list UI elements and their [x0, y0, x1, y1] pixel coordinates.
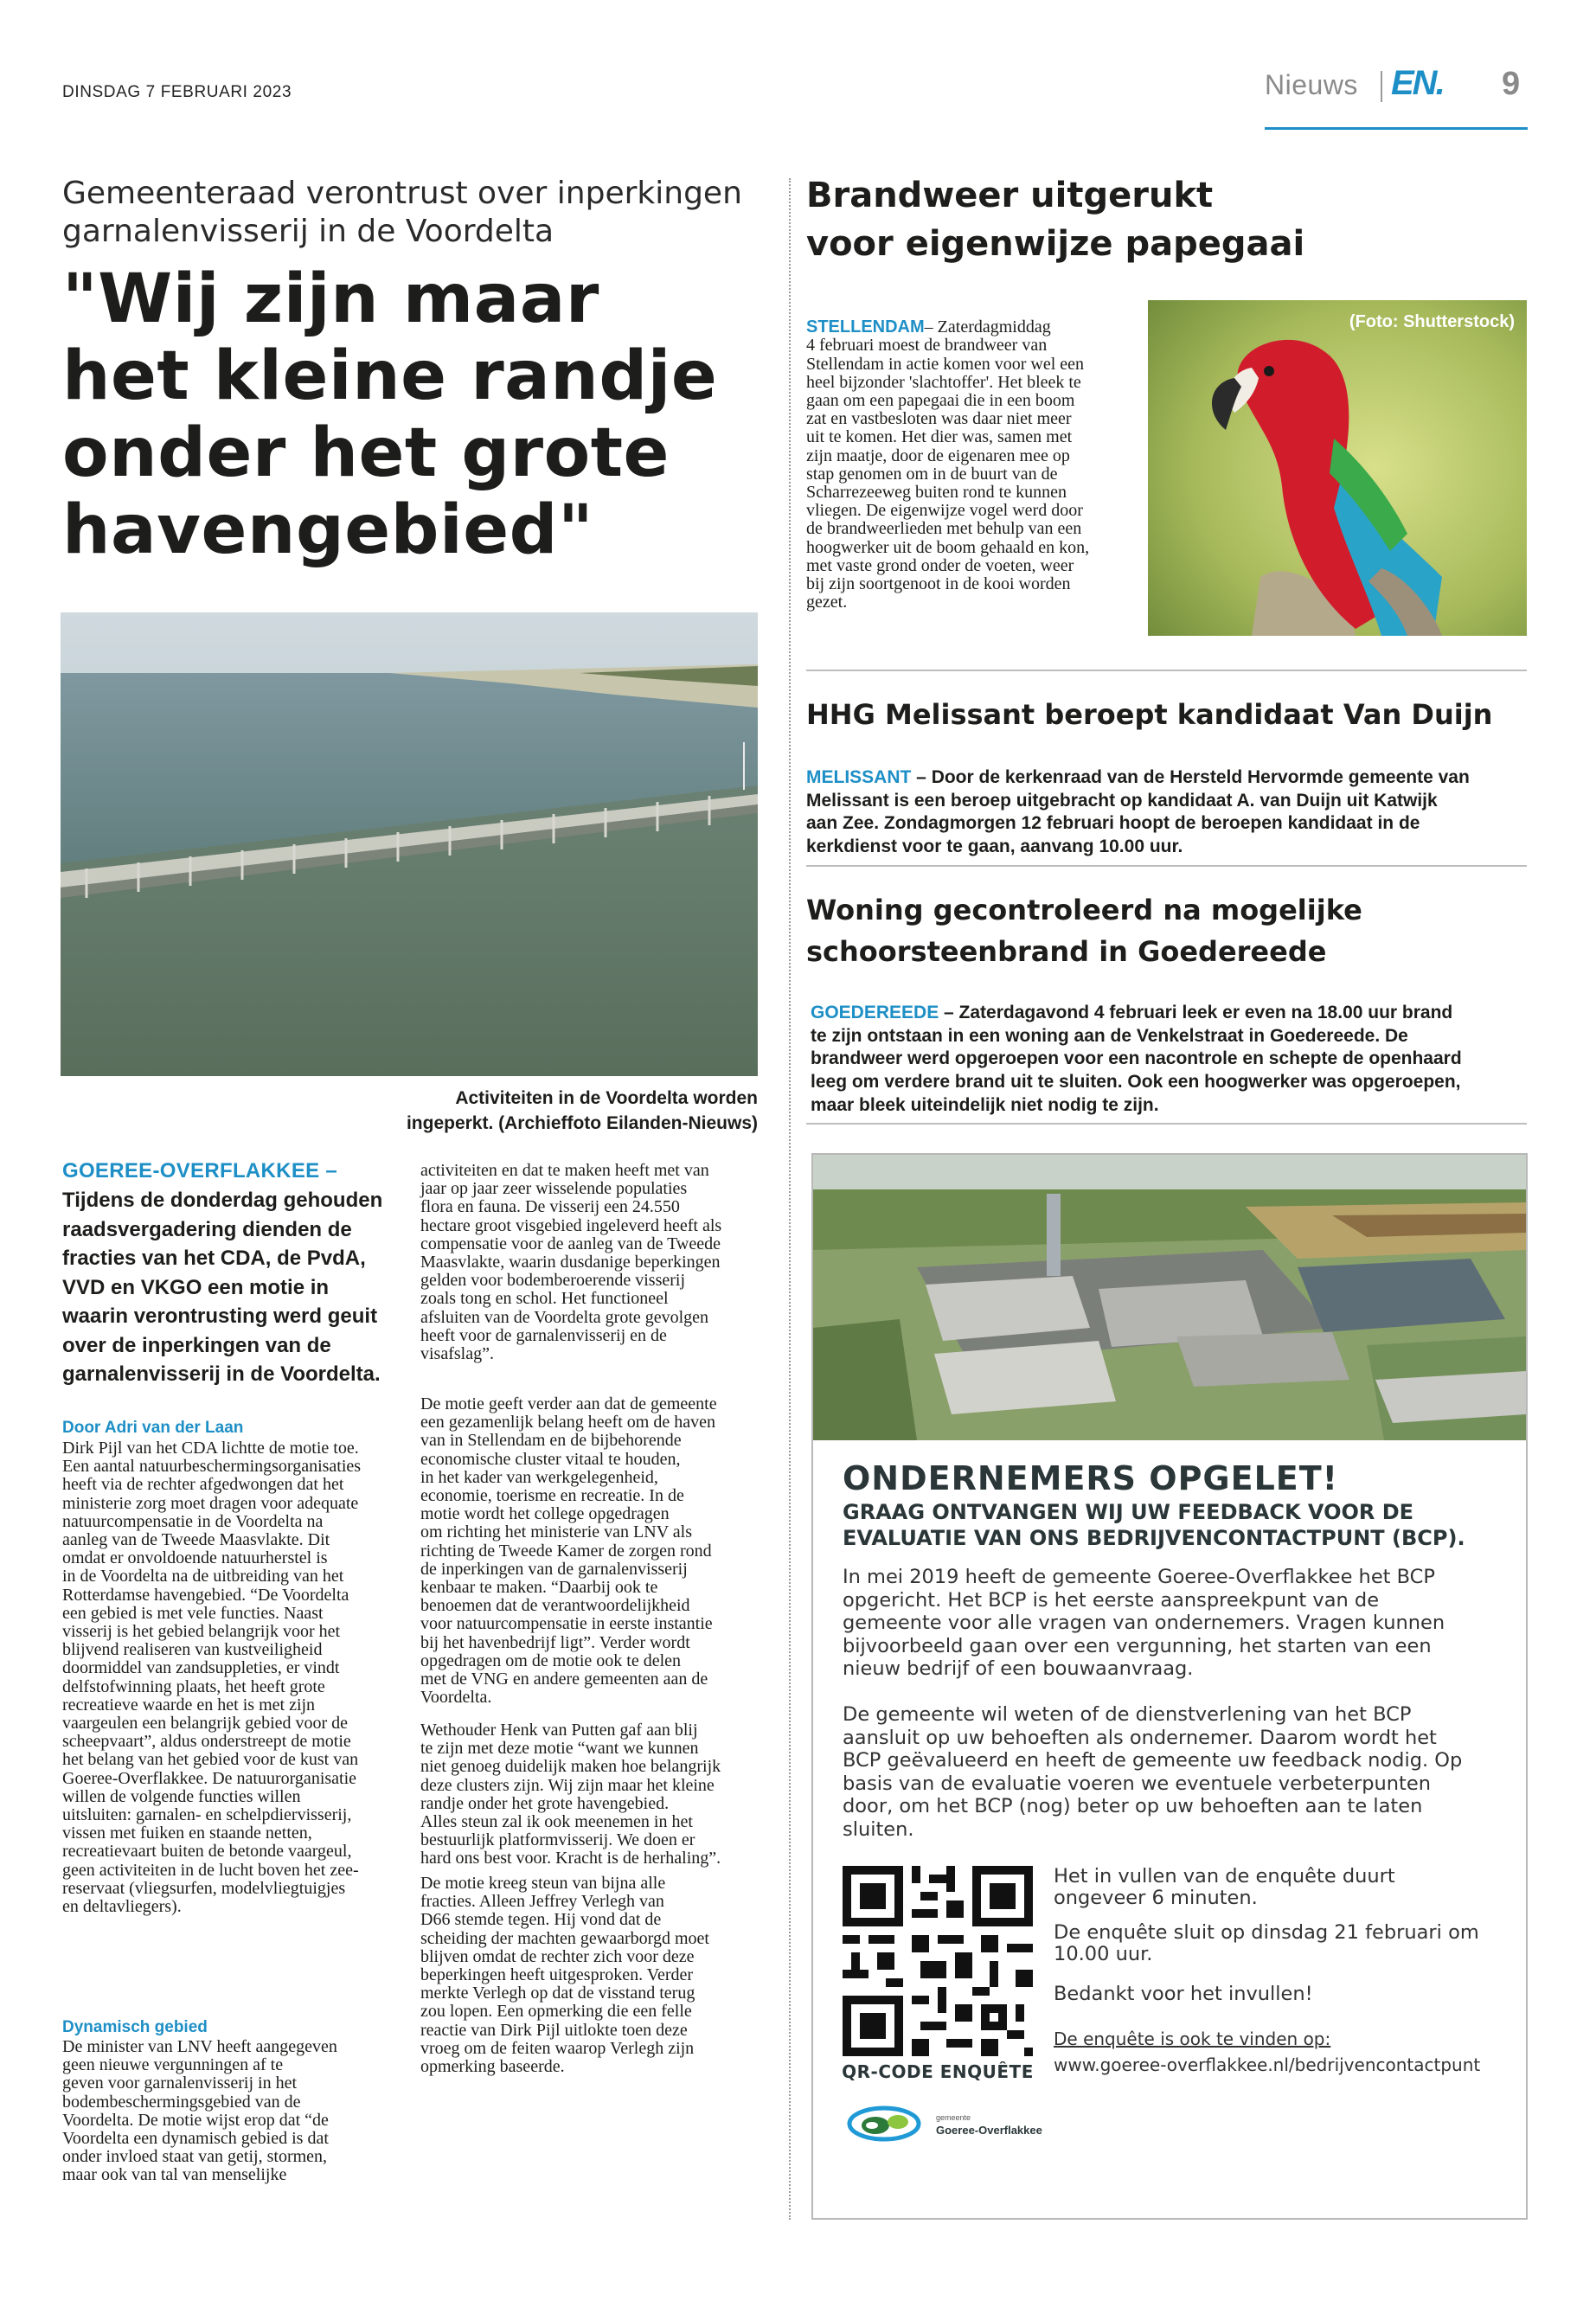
section-rule [806, 1123, 1527, 1125]
parrot-dateline: STELLENDAM [806, 317, 925, 337]
article-headline: "Wij zijn maar het kleine randje onder het grote havengebied" [62, 260, 718, 569]
advert-info-deadline: De enquête sluit op dinsdag 21 februari om 10.00 uur. [1054, 1921, 1479, 1965]
article-dateline: GOEREE-OVERFLAKKEE – [62, 1159, 338, 1183]
section-rule [806, 670, 1527, 671]
woning-headline: Woning gecontroleerd na mogelijke schoorsteenbrand in Goedereede [806, 894, 1362, 968]
voordelta-photo [61, 612, 758, 1076]
masthead-rule [1265, 127, 1528, 130]
advert-para2: De gemeente wil weten of de dienstverlening van het BCP aansluit op uw behoeften als ondernemer. Daarom wordt het BCP geëvalueerd en heeft de gemeente uw feedback nodig. Op basis van de evaluatie voeren we eventuele verbeterpunten door, om het BCP (nog) beter op uw behoeften aan te laten sluiten. [843, 1703, 1463, 1841]
advert-para1: In mei 2019 heeft de gemeente Goeree-Overflakkee het BCP opgericht. Het BCP is het eerste aanspreekpunt van de gemeente voor alle vragen van ondernemers. Vragen kunnen bijvoorbeeld gaan over een vergunning, het starten van een nieuw bedrijf of een bouwaanvraag. [843, 1566, 1445, 1680]
gemeente-logo-icon [846, 2103, 933, 2148]
article-body-col1-b: De minister van LNV heeft aangegeven geen nieuwe vergunningen af te geven voor garnalenvisserij in het bodembeschermingsgebied van de Voordelta. De motie wijst erop dat “de Voordelta een dynamisch gebied is dat onder invloed staat van getij, stormen, maar ook van tal van menselijke [62, 2037, 337, 2185]
advert-link-label: De enquête is ook te vinden op: [1054, 2029, 1331, 2049]
hhg-headline: HHG Melissant beroept kandidaat Van Duijn [806, 698, 1493, 731]
woning-dateline: GOEDEREEDE [811, 1002, 939, 1022]
article-body-col2-p2: De motie geeft verder aan dat de gemeente een gezamenlijk belang heeft om de haven van in Stellendam en de bijbehorende economische cluster vitaal te houden, in het kader van werkgelegenheid, economie, toerisme en recreatie. In de motie wordt het college opgedragen om richting het ministerie van LNV als richting de Tweede Kamer de zorgen rond de inperkingen van de garnalenvisserij kenbaar te maken. “Daarbij ook te benoemen dat de verantwoordelijkheid voor natuurcompensatie in eerste instantie bij het havenbedrijf ligt”. Verder wordt opgedragen om de motie ook te delen met de VNG en andere gemeenten aan de Voordelta. [420, 1394, 717, 1708]
section-divider [1381, 71, 1382, 102]
article-subhead: Dynamisch gebied [62, 2018, 208, 2036]
qr-code[interactable] [843, 1866, 1033, 2056]
section-rule [806, 865, 1527, 867]
issue-date: DINSDAG 7 FEBRUARI 2023 [62, 83, 292, 101]
article-kicker: Gemeenteraad verontrust over inperkingen garnalenvisserij in de Voordelta [62, 176, 742, 249]
photo-caption: Activiteiten in de Voordelta worden ingeperkt. (Archieffoto Eilanden-Nieuws) [406, 1088, 758, 1133]
article-body-col1: Dirk Pijl van het CDA lichtte de motie toe. Een aantal natuurbeschermingsorganisaties heeft via de rechter afgedwongen dat het ministerie zorg moet dragen voor adequate natuurcompensatie in de Voordelta na aanleg van de Tweede Maasvlakte. Dit omdat er onvoldoende natuurherstel is in de Voordelta na de uitbreiding van het Rotterdamse havengebied. “De Voordelta een gebied is met vele functies. Naast visserij is het gebied belangrijk voor het blijvend realiseren van kustveiligheid doormiddel van zandsuppleties, er vindt delfstofwinning plaats, het heeft grote recreatieve waarde en het is met zijn vaargeulen een belangrijk gebied voor de scheepvaart”, aldus onderstreept de motie het belang van het gebied voor de kust van Goeree-Overflakkee. De natuurorganisatie willen de volgende functies willen uitsluiten: garnalen- en schelpdiervisserij, vissen met fuiken en staande netten, recreatievaart buiten de betonde vaargeul, geen activiteiten in de lucht boven het zee- reservaat (vliegsurfen, modelvliegtuigjes en deltavliegers). [62, 1439, 362, 1917]
parrot-photo [1148, 300, 1527, 636]
advert-subtitle: GRAAG ONTVANGEN WIJ UW FEEDBACK VOOR DE EVALUATIE VAN ONS BEDRIJVENCONTACTPUNT (BCP). [843, 1500, 1465, 1550]
article-lead: Tijdens de donderdag gehouden raadsvergadering dienden de fracties van het CDA, de PvdA, VVD en VKGO een motie in waarin verontrusting werd geuit over de inperkingen van de garnalenvisserij in de Voordelta. [62, 1189, 383, 1386]
hhg-dateline: MELISSANT [806, 766, 912, 787]
article-body-col2-p4: De motie kreeg steun van bijna alle fracties. Alleen Jeffrey Verlegh van D66 stemde tegen. Hij vond dat de scheiding der machten gewaarborgd moet blijven omdat de rechter zich voor deze beperkingen heeft uitgesproken. Verder merkte Verlegh op dat de visstand terug zou lopen. Een opmerking die een felle reactie van Dirk Pijl uitlokte toen deze vroeg om de feiten waarop Verlegh zijn opmerking baseerde. [420, 1874, 709, 2077]
article-byline: Door Adri van der Laan [62, 1419, 244, 1437]
hhg-body: – Door de kerkenraad van de Hersteld Hervormde gemeente van Melissant is een beroep uitgebracht op kandidaat A. van Duijn uit Katwijk aan Zee. Zondagmorgen 12 februari hoopt de beroepen kandidaat in de kerkdienst voor te gaan, aanvang 10.00 uur. [806, 766, 1470, 857]
hhg-body-block [806, 743, 1533, 859]
gemeente-logo-name: Goeree-Overflakkee [936, 2124, 1042, 2137]
woning-body-block [811, 978, 1537, 1118]
gemeente-logo-small: gemeente [936, 2113, 971, 2122]
advert-link-url[interactable]: www.goeree-overflakkee.nl/bedrijvencontactpunt [1054, 2054, 1481, 2075]
photo-credit: (Foto: Shutterstock) [1349, 312, 1515, 331]
advert-info-duration: Het in vullen van de enquête duurt ongeveer 6 minuten. [1054, 1865, 1395, 1909]
section-label: Nieuws [1265, 69, 1358, 100]
woning-body: – Zaterdagavond 4 februari leek er even na 18.00 uur brand te zijn ontstaan in een woning aan de Venkelstraat in Goedereede. De brandweer werd opgeroepen voor een nacontrole en schepte de openhaard leeg om verdere brand uit te sluiten. Ook een hoogwerker was opgeroepen, maar bleek uiteindelijk niet nodig te zijn. [811, 1002, 1462, 1115]
parrot-headline: Brandweer uitgerukt voor eigenwijze papegaai [806, 176, 1305, 264]
business-park-photo [813, 1155, 1526, 1440]
article-body-col2-p1: activiteiten en dat te maken heeft met van jaar op jaar zeer wisselende populaties flora en fauna. De visserij een 24.550 hectare groot visgebied ingeleverd heeft als compensatie voor de aanleg van de Tweede Maasvlakte, waarin dusdanige beperkingen gelden voor bodemberoerende visserij zoals tong en schol. Het functioneel afsluiten van de Voordelta grote gevolgen heeft voor de garnalenvisserij en de visafslag”. [420, 1161, 722, 1364]
advert-title: ONDERNEMERS OPGELET! [843, 1459, 1338, 1497]
parrot-body: – Zaterdagmiddag 4 februari moest de brandweer van Stellendam in actie komen voor wel een heel bijzonder 'slachtoffer'. Het bleek te gaan om een papegaai die in een boom zat en vastbesloten was daar niet meer uit te komen. Het dier was, samen met zijn maatje, door de eigenaren mee op stap genomen om in de buurt van de Scharrezeeweg buiten rond te kunnen vliegen. De eigenwijze vogel werd door de brandweerlieden met behulp van een hoogwerker uit de boom gehaald en kon, met vaste grond onder de voeten, weer bij zijn soortgenoot in de kooi worden gezet. [806, 317, 1090, 612]
article-body-col2-p3: Wethouder Henk van Putten gaf aan blij te zijn met deze motie “want we kunnen niet genoeg duidelijk maken hoe belangrijk deze clusters zijn. Wij zijn maar het kleine randje onder het grote havengebied. Alles steun zal ik ook meenemen in het bestuurlijk platformvisserij. We doen er hard ons best voor. Kracht is de herhaling”. [420, 1721, 721, 1868]
newspaper-logo: EN. [1391, 64, 1444, 102]
column-divider [789, 178, 791, 2220]
advert-info-thanks: Bedankt voor het invullen! [1054, 1983, 1313, 2005]
qr-label: QR-CODE ENQUÊTE [842, 2061, 1034, 2082]
bcp-advert [811, 1153, 1528, 2220]
page-number: 9 [1502, 66, 1521, 102]
parrot-body-block [806, 300, 1126, 612]
